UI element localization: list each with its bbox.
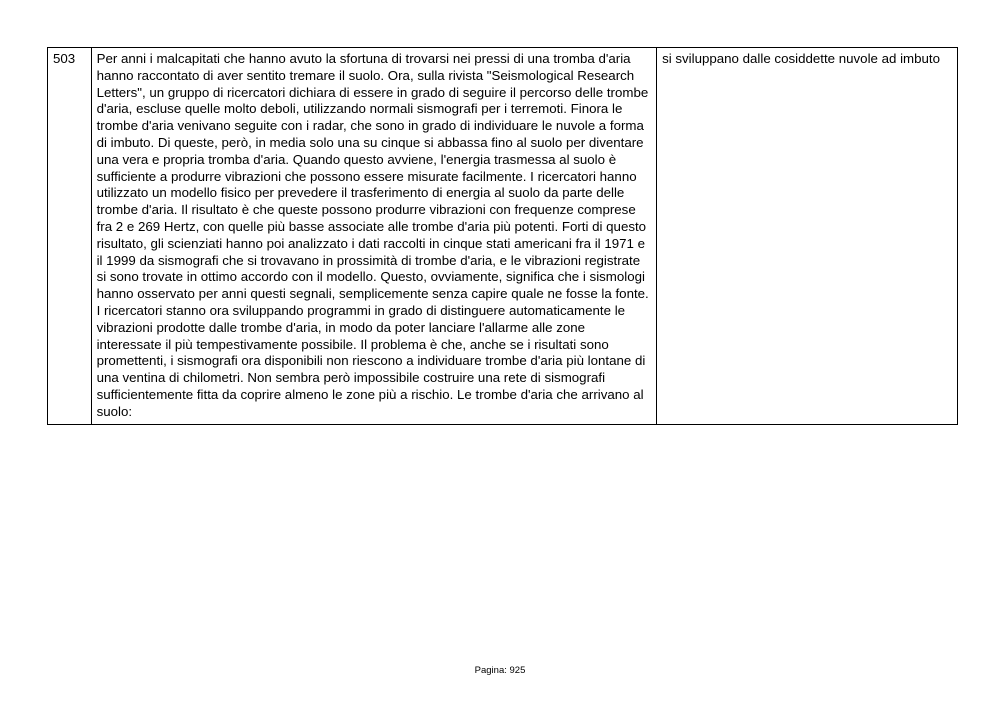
question-text: Per anni i malcapitati che hanno avuto la sfortuna di trovarsi nei pressi di una tromba d'aria hanno raccontato di aver sentito tremare il suolo. Ora, sulla rivista "Seismological Research Letters", un gruppo di ricercatori dichiara di essere in grado di seguire il percorso delle trombe d'aria, escluse quelle molto deboli, utilizzando normali sismografi per i terremoti. Finora le trombe d'aria venivano seguite con i radar, che sono in grado di individuare le nuvole a forma di imbuto. Di queste, però, in media solo una su cinque si abbassa fino al suolo per diventare una vera e propria tromba d'aria. Quando questo avviene, l'energia trasmessa al suolo è sufficiente a produrre vibrazioni che possono essere misurate facilmente. I ricercatori hanno utilizzato un modello fisico per prevedere il trasferimento di energia al suolo da parte delle trombe d'aria. Il risultato è che queste possono produrre vibrazioni con frequenze comprese fra 2 e 269 Hertz, con quelle più basse associate alle trombe d'aria più potenti. Forti di questo risultato, gli scienziati hanno poi analizzato i dati raccolti in cinque stati americani fra il 1971 e il 1999 da sismografi che si trovavano in prossimità di trombe d'aria, e le vibrazioni registrate si sono trovate in ottimo accordo con il modello. Questo, ovviamente, significa che i sismologi hanno osservato per anni questi segnali, semplicemente senza capire quale ne fosse la fonte. I ricercatori stanno ora sviluppando programmi in grado di distinguere automaticamente le vibrazioni prodotte dalle trombe d'aria, in modo da poter lanciare l'allarme alle zone interessate il più tempestivamente possibile. Il problema è che, anche se i risultati sono promettenti, i sismografi ora disponibili non riescono a individuare trombe d'aria più lontane di una ventina di chilometri. Non sembra però impossibile costruire una rete di sismografi sufficientemente fitta da coprire almeno le zone più a rischio. Le trombe d'aria che arrivano al suolo: bbox=[91, 48, 657, 425]
answer-text: si sviluppano dalle cosiddette nuvole ad imbuto bbox=[657, 48, 958, 425]
page-number-footer: Pagina: 925 bbox=[474, 665, 526, 676]
question-table bbox=[47, 47, 958, 425]
question-number: 503 bbox=[48, 48, 92, 425]
table-row bbox=[48, 48, 958, 425]
